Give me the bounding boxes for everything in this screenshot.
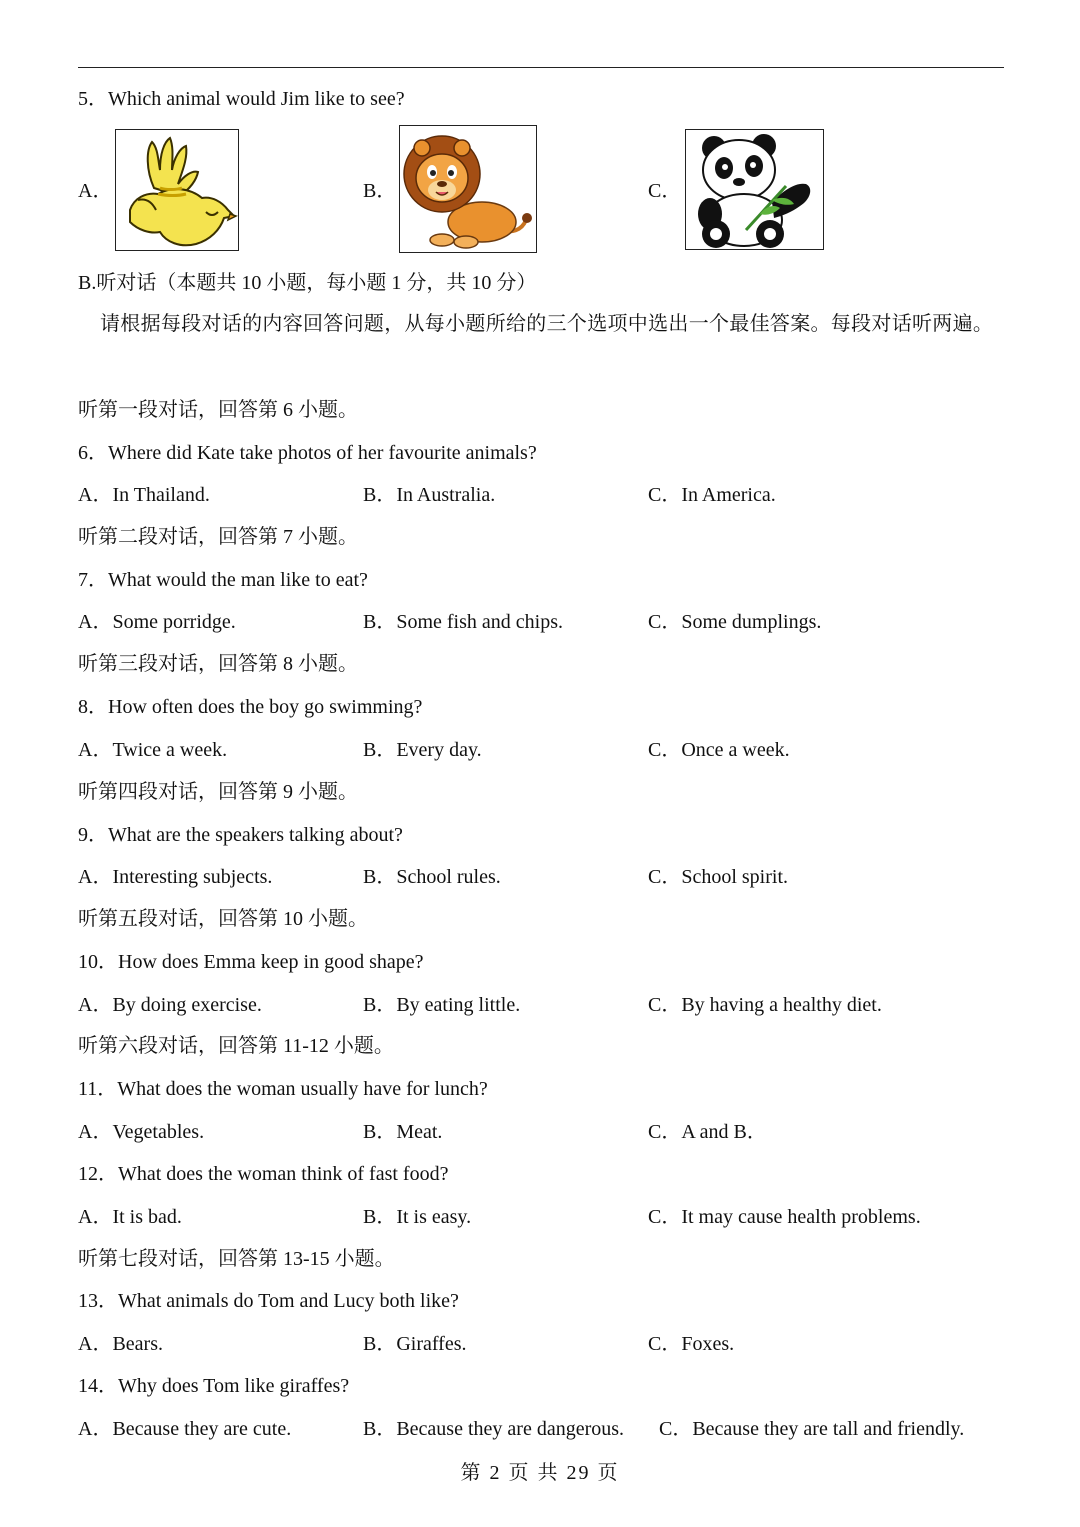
section-b-heading: B.听对话（本题共 10 小题，每小题 1 分，共 10 分） <box>78 272 537 294</box>
page-footer: 第 2 页 共 29 页 <box>460 1462 620 1484</box>
option-11-a: A．Vegetables. <box>78 1121 205 1143</box>
question-7: 7．What would the man like to eat? <box>78 569 368 591</box>
option-9-c: C．School spirit. <box>648 866 789 888</box>
option-9-a: A．Interesting subjects. <box>78 866 273 888</box>
question-12: 12．What does the woman think of fast food? <box>78 1163 449 1185</box>
option-7-b: B．Some fish and chips. <box>363 611 563 633</box>
option-12-c: C．It may cause health problems. <box>648 1206 921 1228</box>
option-6-c: C．In America. <box>648 484 776 506</box>
option-8-a: A．Twice a week. <box>78 739 228 761</box>
option-13-c: C．Foxes. <box>648 1333 735 1355</box>
question-10: 10．How does Emma keep in good shape? <box>78 951 424 973</box>
option-5-a-label: A． <box>78 180 113 202</box>
dialogue-intro-1: 听第一段对话，回答第 6 小题。 <box>78 399 358 421</box>
option-14-c: C．Because they are tall and friendly. <box>659 1418 965 1440</box>
option-7-a: A．Some porridge. <box>78 611 236 633</box>
option-13-b: B．Giraffes. <box>363 1333 467 1355</box>
option-14-a: A．Because they are cute. <box>78 1418 292 1440</box>
option-10-a: A．By doing exercise. <box>78 994 262 1016</box>
option-14-b: B．Because they are dangerous. <box>363 1418 625 1440</box>
option-6-a: A．In Thailand. <box>78 484 210 506</box>
option-12-a: A．It is bad. <box>78 1206 182 1228</box>
option-5-c-label: C． <box>648 180 682 202</box>
question-8: 8．How often does the boy go swimming? <box>78 696 423 718</box>
question-14: 14．Why does Tom like giraffes? <box>78 1375 350 1397</box>
dialogue-intro-3: 听第三段对话，回答第 8 小题。 <box>78 653 358 675</box>
option-11-c: C．A and B． <box>648 1121 767 1143</box>
question-11: 11．What does the woman usually have for lunch? <box>78 1078 488 1100</box>
dialogue-intro-7: 听第七段对话，回答第 13-15 小题。 <box>78 1248 395 1270</box>
option-10-c: C．By having a healthy diet. <box>648 994 882 1016</box>
dialogue-intro-6: 听第六段对话，回答第 11-12 小题。 <box>78 1035 394 1057</box>
bird-image <box>115 129 239 251</box>
question-9: 9．What are the speakers talking about? <box>78 824 403 846</box>
dialogue-intro-5: 听第五段对话，回答第 10 小题。 <box>78 908 368 930</box>
dialogue-intro-2: 听第二段对话，回答第 7 小题。 <box>78 526 358 548</box>
option-8-c: C．Once a week. <box>648 739 790 761</box>
question-13: 13．What animals do Tom and Lucy both like? <box>78 1290 459 1312</box>
option-5-b-label: B． <box>363 180 397 202</box>
option-6-b: B．In Australia. <box>363 484 496 506</box>
question-5: 5．Which animal would Jim like to see? <box>78 88 405 110</box>
option-12-b: B．It is easy. <box>363 1206 472 1228</box>
option-10-b: B．By eating little. <box>363 994 521 1016</box>
option-9-b: B．School rules. <box>363 866 501 888</box>
header-rule <box>78 67 1004 68</box>
dialogue-intro-4: 听第四段对话，回答第 9 小题。 <box>78 781 358 803</box>
option-7-c: C．Some dumplings. <box>648 611 822 633</box>
option-13-a: A．Bears. <box>78 1333 163 1355</box>
question-6: 6．Where did Kate take photos of her favourite animals? <box>78 442 537 464</box>
option-11-b: B．Meat. <box>363 1121 443 1143</box>
panda-image <box>685 129 824 250</box>
lion-image <box>399 125 537 253</box>
section-b-instruction: 请根据每段对话的内容回答问题，从每小题所给的三个选项中选出一个最佳答案。每段对话听两遍。 <box>100 313 994 335</box>
option-8-b: B．Every day. <box>363 739 482 761</box>
